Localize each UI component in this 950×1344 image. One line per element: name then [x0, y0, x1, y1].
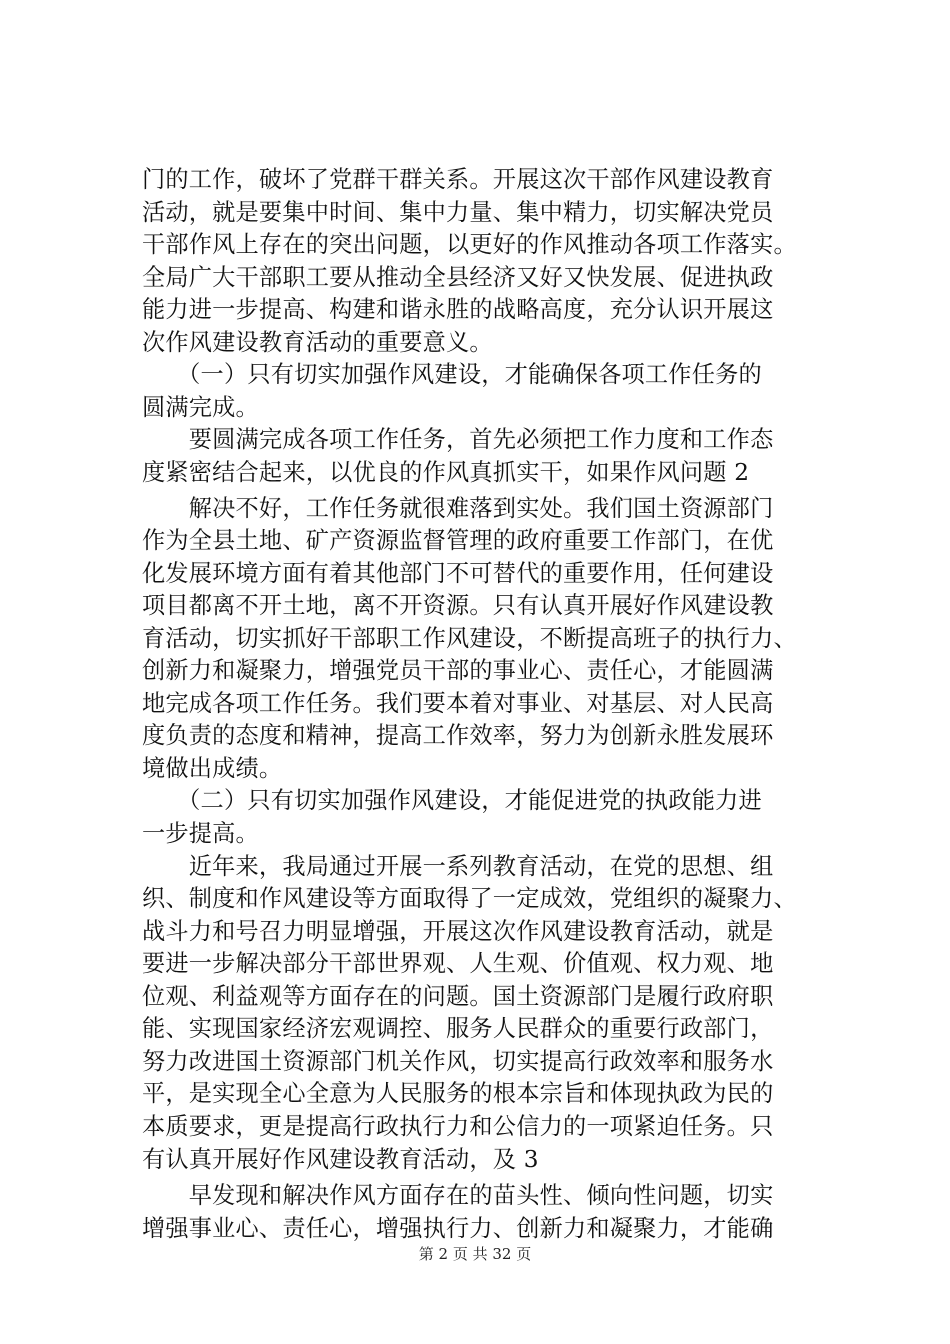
- text-line: 要圆满完成各项工作任务，首先必须把工作力度和工作态: [142, 426, 774, 454]
- text-line: 能力进一步提高、构建和谐永胜的战略高度，充分认识开展这: [142, 296, 774, 324]
- text-line: 活动，就是要集中时间、集中力量、集中精力，切实解决党员: [142, 198, 774, 226]
- text-line: 近年来，我局通过开展一系列教育活动，在党的思想、组: [142, 852, 774, 880]
- text-line: 增强事业心、责任心，增强执行力、创新力和凝聚力，才能确: [142, 1214, 774, 1242]
- text-line: 平，是实现全心全意为人民服务的根本宗旨和体现执政为民的: [142, 1080, 774, 1108]
- text-line: 创新力和凝聚力，增强党员干部的事业心、责任心，才能圆满: [142, 657, 774, 685]
- text-line: （二）只有切实加强作风建设，才能促进党的执政能力进: [142, 787, 762, 815]
- text-line: 能、实现国家经济宏观调控、服务人民群众的重要行政部门，: [142, 1015, 774, 1043]
- page-footer: 第 2 页 共 32 页: [418, 1245, 532, 1263]
- text-line: 位观、利益观等方面存在的问题。国土资源部门是履行政府职: [142, 982, 774, 1010]
- text-line: 作为全县土地、矿产资源监督管理的政府重要工作部门，在优: [142, 527, 774, 555]
- text-line: 一步提高。: [142, 820, 259, 847]
- text-line: 干部作风上存在的突出问题，以更好的作风推动各项工作落实。: [142, 231, 797, 259]
- text-line: 织、制度和作风建设等方面取得了一定成效，党组织的凝聚力、: [142, 885, 797, 913]
- text-line: 地完成各项工作任务。我们要本着对事业、对基层、对人民高: [142, 689, 774, 717]
- text-line: 境做出成绩。: [142, 754, 283, 782]
- text-line: 度紧密结合起来，以优良的作风真抓实干，如果作风问题 2: [142, 458, 750, 486]
- text-line: 圆满完成。: [142, 393, 259, 421]
- text-line: 要进一步解决部分干部世界观、人生观、价值观、权力观、地: [142, 950, 774, 978]
- text-line: 本质要求，更是提高行政执行力和公信力的一项紧迫任务。只: [142, 1112, 774, 1140]
- text-line: 有认真开展好作风建设教育活动，及 3: [142, 1145, 539, 1173]
- text-line: 全局广大干部职工要从推动全县经济又好又快发展、促进执政: [142, 263, 774, 291]
- text-line: 解决不好，工作任务就很难落到实处。我们国土资源部门: [142, 494, 774, 522]
- text-line: （一）只有切实加强作风建设，才能确保各项工作任务的: [142, 361, 762, 389]
- text-line: 化发展环境方面有着其他部门不可替代的重要作用，任何建设: [142, 559, 774, 587]
- text-line: 努力改进国土资源部门机关作风，切实提高行政效率和服务水: [142, 1047, 774, 1075]
- text-line: 早发现和解决作风方面存在的苗头性、倾向性问题，切实: [142, 1182, 774, 1210]
- text-line: 育活动，切实抓好干部职工作风建设，不断提高班子的执行力、: [142, 624, 797, 652]
- text-line: 门的工作，破坏了党群干群关系。开展这次干部作风建设教育: [142, 166, 774, 193]
- text-line: 次作风建设教育活动的重要意义。: [142, 328, 493, 356]
- text-line: 项目都离不开土地，离不开资源。只有认真开展好作风建设教: [142, 592, 774, 620]
- text-line: 战斗力和号召力明显增强，开展这次作风建设教育活动，就是: [142, 917, 774, 945]
- text-line: 度负责的态度和精神，提高工作效率，努力为创新永胜发展环: [142, 722, 774, 750]
